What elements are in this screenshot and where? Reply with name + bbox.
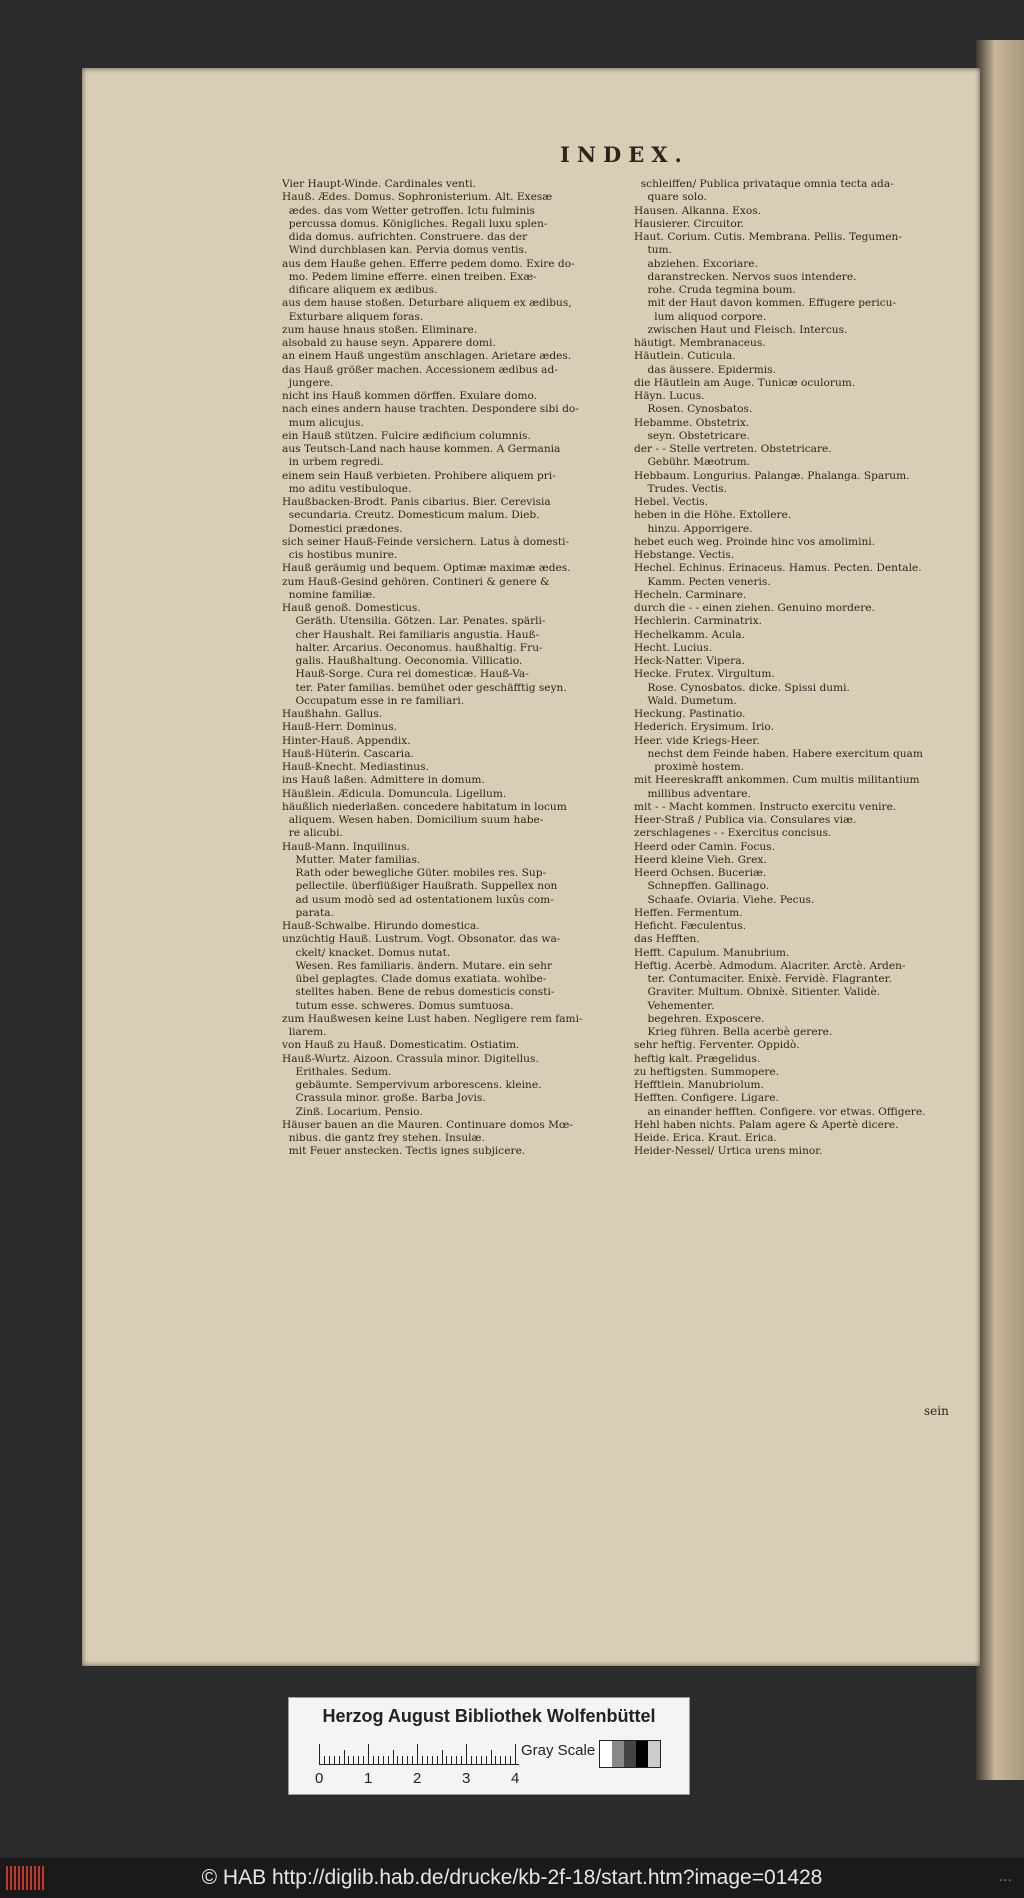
index-entry: mo aditu vestibuloque. [282, 482, 412, 495]
index-entry: Hefften. Configere. Ligare. [634, 1092, 779, 1105]
index-entry: zerschlagenes - - Exercitus concisus. [634, 827, 832, 840]
ruler-tick [466, 1744, 467, 1764]
index-entry: Häutlein. Cuticula. [634, 350, 736, 363]
index-entry: Heficht. Fæculentus. [634, 920, 747, 932]
index-entry: jungere. [282, 376, 334, 389]
ruler-tick [358, 1756, 359, 1764]
index-entry: an einander hefften. Configere. vor etwas. Offigere. [634, 1105, 926, 1118]
gray-scale-swatches [599, 1740, 661, 1768]
index-entry: parata. [282, 906, 334, 919]
index-entry: ein Hauß stützen. Fulcire ædificium columnis. [282, 429, 531, 442]
ruler-tick [427, 1756, 428, 1764]
index-entry: an einem Hauß ungestüm anschlagen. Arietare ædes. [282, 350, 572, 363]
index-entry: Heerd Ochsen. Buceriæ. [634, 867, 767, 879]
footer-credit-link[interactable]: © HAB http://diglib.hab.de/drucke/kb-2f-18/start.htm?image=01428 [201, 1866, 823, 1889]
ruler-tick [378, 1756, 379, 1764]
ruler-tick [456, 1756, 457, 1764]
ruler-tick [324, 1756, 325, 1764]
index-entry: Rose. Cynosbatos. dicke. Spissi dumi. [634, 681, 850, 694]
index-entry: der - - Stelle vertreten. Obstetricare. [634, 443, 832, 455]
index-entry: Hederich. Erysimum. Irio. [634, 721, 774, 734]
gray-swatch [612, 1741, 624, 1767]
index-entry: häutigt. Membranaceus. [634, 337, 766, 349]
index-entry: Hebamme. Obstetrix. [634, 416, 750, 429]
ruler-tick [417, 1744, 418, 1764]
index-entry: lum aliquod corpore. [634, 310, 767, 323]
ruler-tick [422, 1756, 423, 1764]
index-entry: zwischen Haut und Fleisch. Intercus. [634, 323, 848, 336]
index-entry: übel geplagtes. Clade domus exatiata. wohlbe- [282, 973, 547, 985]
index-entry: nomine familiæ. [282, 588, 376, 601]
index-entry: ckelt/ knacket. Domus nutat. [282, 946, 451, 959]
ruler-tick [388, 1756, 389, 1764]
index-entry: re alicubi. [282, 827, 343, 840]
index-entry: Hausierer. Circuitor. [634, 217, 745, 230]
ruler-number: 2 [413, 1770, 422, 1787]
index-entry: Hauß-Wurtz. Aizoon. Crassula minor. Digitellus. [282, 1052, 539, 1065]
index-entry: Gebühr. Mæotrum. [634, 456, 751, 469]
index-entry: liarem. [282, 1026, 327, 1038]
ruler-tick [515, 1744, 516, 1764]
index-entry: tutum esse. schweres. Domus sumtuosa. [282, 999, 514, 1012]
index-entry: Haut. Corium. Cutis. Membrana. Pellis. Tegumen- [634, 231, 902, 243]
index-entry: zu heftigsten. Summopere. [634, 1065, 780, 1078]
ruler-tick [407, 1756, 408, 1764]
index-entry: die Häutlein am Auge. Tunicæ oculorum. [634, 376, 856, 389]
facing-page-edge [976, 40, 1024, 1780]
index-entry: mit Feuer anstecken. Tectis ignes subjicere. [282, 1145, 526, 1158]
index-entry: Rosen. Cynosbatos. [634, 403, 753, 416]
ruler-number: 1 [364, 1770, 373, 1787]
index-entry: dida domus. aufrichten. Construere. das der [282, 231, 528, 243]
index-entry: Hefft. Capulum. Manubrium. [634, 946, 790, 959]
index-entry: Hauß-Schwalbe. Hirundo domestica. [282, 920, 480, 932]
ruler-tick [510, 1756, 511, 1764]
index-entry: Crassula minor. große. Barba Jovis. [282, 1092, 486, 1105]
ruler-tick [486, 1756, 487, 1764]
index-entry: Graviter. Multum. Obnixè. Sitienter. Validè. [634, 986, 881, 999]
index-entry: aus dem hause stoßen. Deturbare aliquem ex ædibus, [282, 297, 572, 310]
index-entry: Hauß genoß. Domesticus. [282, 602, 421, 614]
index-entry: nach eines andern hause trachten. Despondere sibi do- [282, 403, 579, 416]
ruler-tick [491, 1750, 492, 1764]
index-entry: cher Haushalt. Rei familiaris angustia. Hauß- [282, 628, 540, 641]
ruler-tick [500, 1756, 501, 1764]
index-entry: nechst dem Feinde haben. Habere exercitum quam [634, 747, 923, 760]
index-entry: schleiffen/ Publica privataque omnia tecta ada- [634, 178, 894, 190]
index-entry: Heer. vide Kriegs-Heer. [634, 734, 760, 747]
index-entry: sich seiner Hauß-Feinde versichern. Latus à domesti- [282, 535, 570, 548]
index-entry: Hehl haben nichts. Palam agere & Apertè dicere. [634, 1118, 899, 1131]
index-entry: Hechlerin. Carminatrix. [634, 615, 763, 628]
index-entry: Hecke. Frutex. Virgultum. [634, 668, 775, 681]
ruler-tick [383, 1756, 384, 1764]
index-entry: häußlich niederlaßen. concedere habitatum in locum [282, 800, 567, 813]
index-entry: mit Heereskrafft ankommen. Cum multis militantium [634, 774, 920, 787]
index-entry: Heerd oder Camin. Focus. [634, 840, 775, 853]
index-entry: Wesen. Res familiaris. ändern. Mutare. ein sehr [282, 959, 553, 972]
index-entry: alsobald zu hause seyn. Apparere domi. [282, 337, 496, 349]
index-entry: mum alicujus. [282, 416, 364, 429]
index-entry: Heer-Straß / Publica via. Consulares viæ. [634, 814, 857, 826]
index-entry: heben in die Höhe. Extollere. [634, 509, 792, 522]
index-entry: Wind durchblasen kan. Pervia domus ventis. [282, 244, 528, 257]
index-entry: ad usum modò sed ad ostentationem luxûs com- [282, 893, 554, 906]
index-entry: Häyn. Lucus. [634, 390, 705, 402]
index-entry: Hauß-Herr. Dominus. [282, 721, 397, 734]
index-entry: nibus. die gantz frey stehen. Insulæ. [282, 1132, 485, 1144]
index-entry: heftig kalt. Prægelidus. [634, 1052, 761, 1065]
index-entry: in urbem regredi. [282, 456, 384, 469]
index-entry: Hauß-Mann. Inquilinus. [282, 840, 410, 853]
catchword: sein [924, 1404, 949, 1418]
index-entry: das Hefften. [634, 933, 700, 946]
index-entry: sehr heftig. Ferventer. Oppidò. [634, 1039, 800, 1052]
index-entry: Hebstange. Vectis. [634, 549, 735, 561]
ruler-tick [412, 1756, 413, 1764]
index-entry: Rath oder bewegliche Güter. mobiles res. Sup- [282, 867, 547, 879]
ruler-tick [353, 1756, 354, 1764]
index-entry: percussa domus. Königliches. Regali luxu splen- [282, 217, 548, 230]
index-entry: dificare aliquem ex ædibus. [282, 284, 438, 296]
index-entry: unzüchtig Hauß. Lustrum. Vogt. Obsonator. das wa- [282, 933, 561, 946]
ruler-tick [471, 1756, 472, 1764]
index-entry: seyn. Obstetricare. [634, 429, 750, 442]
ruler-tick [344, 1750, 345, 1764]
index-entry: zum Hauß-Gesind gehören. Contineri & genere & [282, 575, 550, 588]
footer-bar [0, 1858, 1024, 1898]
index-entry: mit der Haut davon kommen. Effugere pericu- [634, 297, 897, 310]
index-entry: Geräth. Utensilia. Götzen. Lar. Penates. spärli- [282, 615, 546, 628]
index-entry: aus dem Hauße gehen. Efferre pedem domo. Exire do- [282, 257, 575, 270]
index-entry: galis. Haußhaltung. Oeconomia. Villicatio. [282, 655, 523, 667]
index-entry: von Hauß zu Hauß. Domesticatim. Ostiatim. [282, 1039, 520, 1052]
index-entry: Hecheln. Carminare. [634, 588, 747, 601]
index-entry: ins Hauß laßen. Admittere in domum. [282, 774, 485, 787]
index-entry: Hefftlein. Manubriolum. [634, 1079, 764, 1091]
index-entry: Heide. Erica. Kraut. Erica. [634, 1132, 777, 1144]
index-entry: Heider-Nessel/ Urtica urens minor. [634, 1145, 823, 1158]
index-entry: durch die - - einen ziehen. Genuino mordere. [634, 602, 875, 614]
index-entry: Haußhahn. Gallus. [282, 708, 383, 720]
index-entry: zum Haußwesen keine Lust haben. Negligere rem fami- [282, 1012, 583, 1025]
index-entry: millibus adventare. [634, 787, 751, 800]
index-entry: aus Teutsch-Land nach hause kommen. A Germania [282, 443, 561, 455]
index-entry: Erithales. Sedum. [282, 1065, 392, 1078]
ruler-tick [442, 1750, 443, 1764]
index-entry: einem sein Hauß verbieten. Prohibere aliquem pri- [282, 469, 556, 482]
index-entry: Zinß. Locarium. Pensio. [282, 1105, 423, 1118]
ruler-tick [451, 1756, 452, 1764]
index-entry: Hebbaum. Longurius. Palangæ. Phalanga. Sparum. [634, 469, 910, 482]
index-entry: mo. Pedem limine efferre. einen treiben. Exæ- [282, 270, 537, 283]
ruler-tick [373, 1756, 374, 1764]
index-entry: halter. Arcarius. Oeconomus. haußhaltig. Fru- [282, 641, 543, 654]
index-entry: Hausen. Alkanna. Exos. [634, 204, 762, 217]
index-entry: das Hauß größer machen. Accessionem ædibus ad- [282, 363, 558, 376]
index-entry: mit - - Macht kommen. Instructo exercitu venire. [634, 800, 897, 813]
index-entry: Heckung. Pastinatio. [634, 708, 746, 720]
library-name: Herzog August Bibliothek Wolfenbüttel [322, 1706, 656, 1726]
ruler-tick [397, 1756, 398, 1764]
index-entry: Exturbare aliquem foras. [282, 310, 424, 323]
ruler-number: 4 [511, 1770, 520, 1787]
ruler-number: 0 [315, 1770, 324, 1787]
index-entry: das äussere. Epidermis. [634, 363, 776, 376]
gray-swatch [648, 1741, 660, 1767]
index-entry: ter. Contumaciter. Enixè. Fervidè. Flagranter. [634, 973, 892, 985]
gray-swatch [636, 1741, 648, 1767]
index-entry: ter. Pater familias. bemühet oder geschäfftig seyn. [282, 681, 567, 694]
ruler-tick [495, 1756, 496, 1764]
ruler-tick [368, 1744, 369, 1764]
index-entry: pellectile. überflüßiger Haußrath. Suppellex non [282, 880, 558, 893]
index-entry: Hebel. Vectis. [634, 496, 709, 508]
index-entry: rohe. Cruda tegmina boum. [634, 284, 796, 296]
index-entry: nicht ins Hauß kommen dörffen. Exulare domo. [282, 390, 538, 402]
index-entry: hebet euch weg. Proinde hinc vos amolimini. [634, 535, 876, 548]
index-entry: Domestici prædones. [282, 522, 403, 535]
index-entry: Hinter-Hauß. Appendix. [282, 734, 411, 747]
ruler-number: 3 [462, 1770, 471, 1787]
index-entry: Häußlein. Ædicula. Domuncula. Ligellum. [282, 787, 507, 800]
ruler-tick [446, 1756, 447, 1764]
ruler-tick [476, 1756, 477, 1764]
gray-swatch [600, 1741, 612, 1767]
index-entry: Occupatum esse in re familiari. [282, 694, 465, 707]
index-entry: Häuser bauen an die Mauren. Continuare domos Mœ- [282, 1118, 573, 1131]
index-entry: Hechelkamm. Acula. [634, 628, 745, 641]
index-entry: Heftig. Acerbè. Admodum. Alacriter. Arctè. Arden- [634, 959, 906, 972]
index-entry: Hauß-Hüterin. Cascaria. [282, 747, 414, 760]
index-entry: Hechel. Echinus. Erinaceus. Hamus. Pecten. Dentale. [634, 562, 922, 575]
index-entry: ædes. das vom Wetter getroffen. Ictu fulminis [282, 204, 535, 217]
right-column [634, 178, 952, 1159]
ruler-tick [432, 1756, 433, 1764]
index-entry: Heck-Natter. Vipera. [634, 655, 745, 667]
index-entry: Mutter. Mater familias. [282, 853, 421, 866]
index-entry: Hauß geräumig und bequem. Optimæ maximæ ædes. [282, 562, 571, 575]
ruler-tick [437, 1756, 438, 1764]
index-entry: tum. [634, 244, 672, 257]
ruler-tick [329, 1756, 330, 1764]
index-entry: Haußbacken-Brodt. Panis cibarius. Bier. Cerevisia [282, 496, 551, 508]
ruler-tick [339, 1756, 340, 1764]
index-entry: aliquem. Wesen haben. Domicilium suum habe- [282, 814, 544, 826]
index-entry: Hauß. Ædes. Domus. Sophronisterium. Alt. Exesæ [282, 191, 553, 204]
ruler-tick [461, 1756, 462, 1764]
index-entry: Hauß-Sorge. Cura rei domesticæ. Hauß-Va- [282, 668, 529, 681]
more-options-icon[interactable]: ... [998, 1868, 1012, 1885]
index-entry: Hecht. Lucius. [634, 641, 713, 654]
index-entry: quare solo. [634, 191, 707, 204]
index-entry: Schnepffen. Gallinago. [634, 880, 770, 893]
index-entry: gebäumte. Sempervivum arborescens. kleine. [282, 1079, 542, 1091]
ruler-tick [505, 1756, 506, 1764]
gray-scale-label: Gray Scale [521, 1742, 596, 1759]
index-entry: Kamm. Pecten veneris. [634, 575, 771, 588]
index-entry: Schaafe. Oviaria. Viehe. Pecus. [634, 893, 815, 906]
index-entry: begehren. Exposcere. [634, 1012, 765, 1025]
ruler-tick [393, 1750, 394, 1764]
ruler-tick [334, 1756, 335, 1764]
index-entry: Heerd kleine Vieh. Grex. [634, 853, 767, 866]
index-entry: daranstrecken. Nervos suos intendere. [634, 270, 857, 283]
gray-swatch [624, 1741, 636, 1767]
ruler-tick [402, 1756, 403, 1764]
ruler-tick [348, 1756, 349, 1764]
index-entry: abziehen. Excoriare. [634, 257, 758, 270]
index-entry: Hauß-Knecht. Mediastinus. [282, 761, 429, 773]
index-entry: zum hause hnaus stoßen. Eliminare. [282, 323, 478, 336]
index-entry: proximè hostem. [634, 761, 745, 773]
ruler-tick [319, 1744, 320, 1764]
measurement-ruler [319, 1742, 519, 1765]
ruler-tick [363, 1756, 364, 1764]
index-entry: Heffen. Fermentum. [634, 906, 743, 919]
index-entry: secundaria. Creutz. Domesticum malum. Dieb. [282, 509, 540, 522]
index-entry: Vier Haupt-Winde. Cardinales venti. [282, 178, 477, 190]
index-entry: hinzu. Apporrigere. [634, 522, 753, 535]
ruler-tick [481, 1756, 482, 1764]
page-header: INDEX. [560, 142, 689, 167]
color-target-card [288, 1697, 690, 1795]
index-entry: Wald. Dumetum. [634, 694, 737, 707]
index-entry: cis hostibus munire. [282, 549, 398, 561]
left-column [282, 178, 602, 1159]
index-entry: stelltes haben. Bene de rebus domesticis consti- [282, 986, 555, 999]
index-entry: Krieg führen. Bella acerbè gerere. [634, 1026, 833, 1038]
index-entry: Vehementer. [634, 999, 715, 1012]
index-entry: Trudes. Vectis. [634, 482, 727, 495]
